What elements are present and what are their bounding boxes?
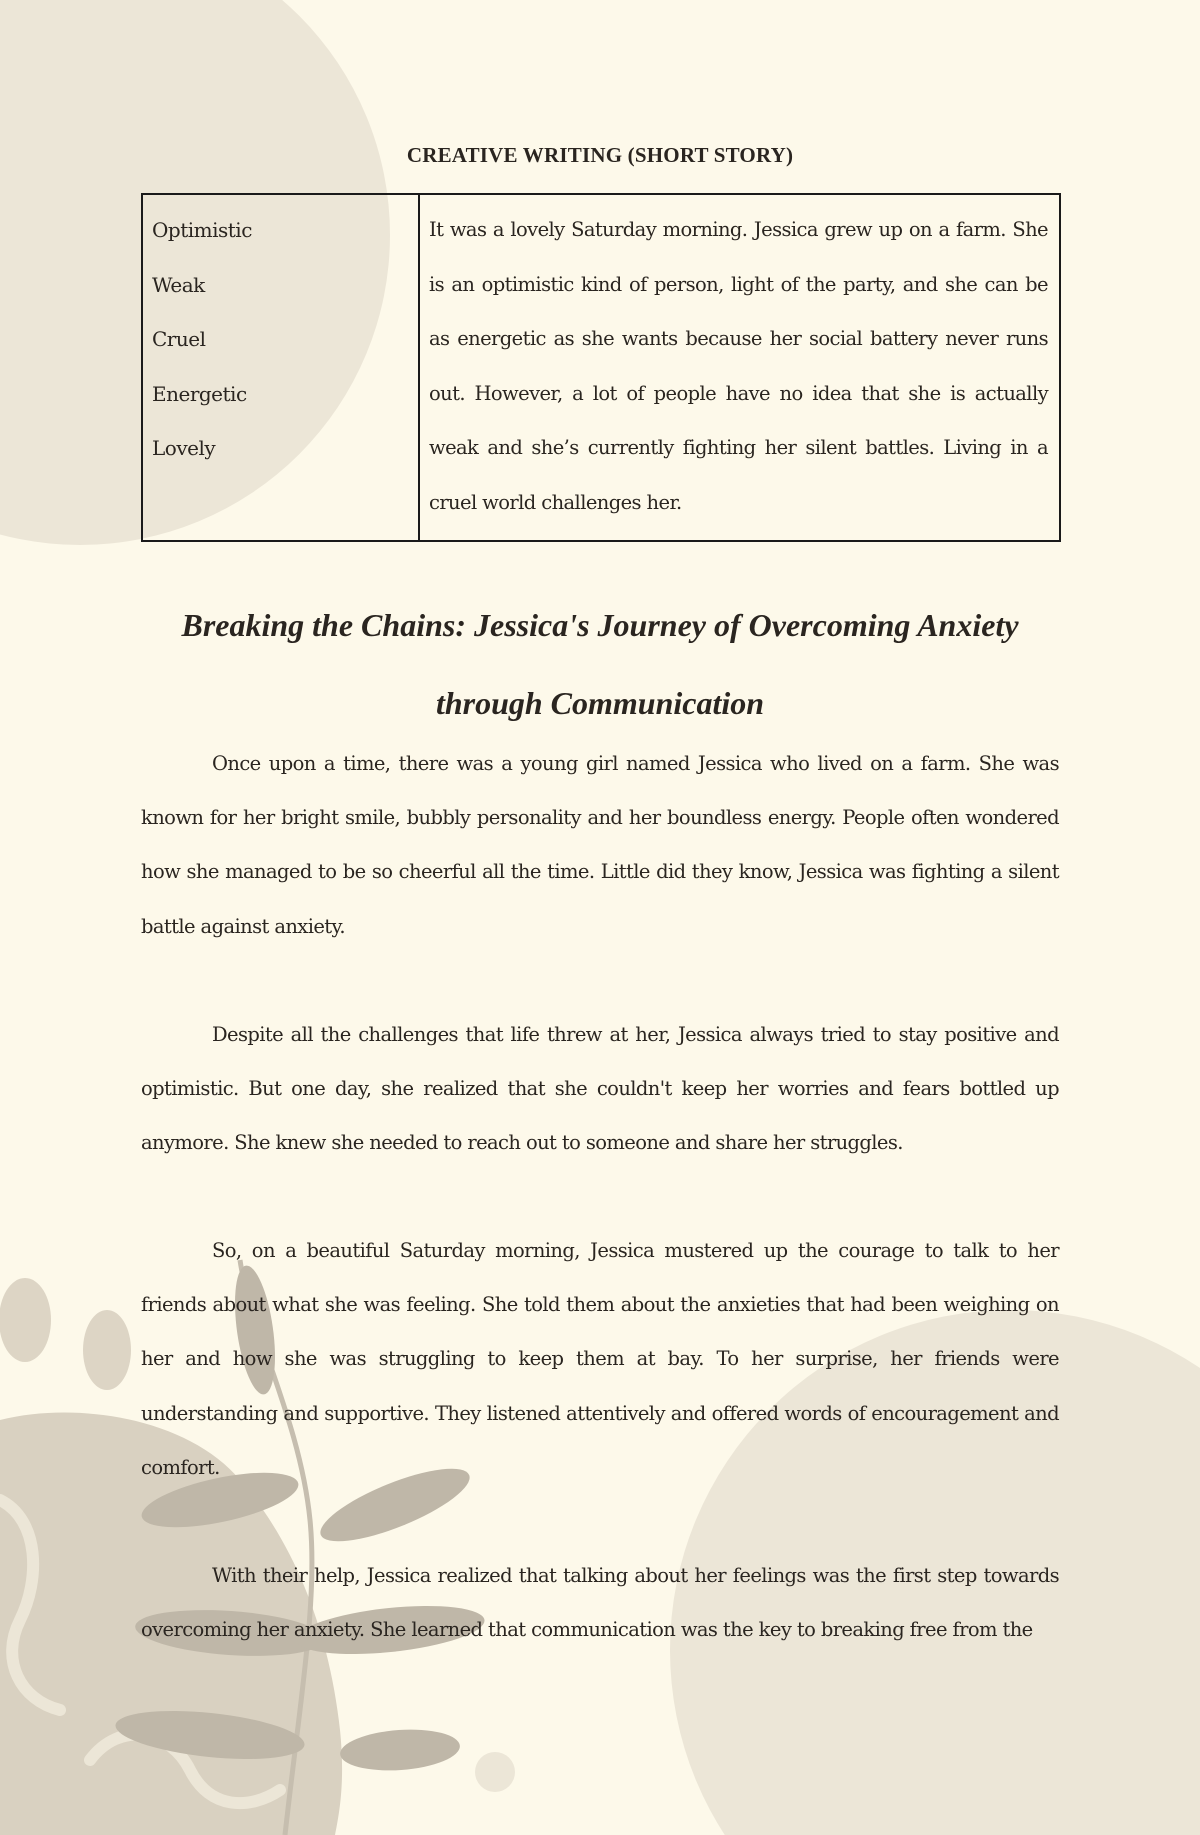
intro-paragraph: It was a lovely Saturday morning. Jessica grew up on a farm. She is an optimistic kind of person, light of the party, and she can be as energetic as she wants because her social battery never runs out. However, a lot of people have no idea that she is actually weak and she’s currently fighting her silent battles. Living in a cruel world challenges her. [429, 218, 1048, 514]
intro-paragraph-cell [419, 194, 1060, 541]
story-title: Breaking the Chains: Jessica's Journey of Overcoming Anxiety through Communication [181, 607, 1019, 721]
story-paragraph-2: Despite all the challenges that life threw at her, Jessica always tried to stay positive and optimistic. But one day, she realized that she couldn't keep her worries and fears bottled up anymore. She knew she needed to reach out to someone and share her struggles. [141, 1023, 1059, 1155]
word-item: Energetic [152, 381, 247, 406]
word-item: Cruel [152, 327, 206, 351]
word-list-table [141, 193, 1061, 542]
word-list-cell [142, 194, 419, 541]
story-paragraph-4: With their help, Jessica realized that talking about her feelings was the first step towards overcoming her anxiety. She learned that communication was the key to breaking free from the [141, 1564, 1059, 1642]
story-paragraph-1: Once upon a time, there was a young girl named Jessica who lived on a farm. She was known for her bright smile, bubbly personality and her boundless energy. People often wondered how she managed to be so cheerful all the time. Little did they know, Jessica was fighting a silent battle against anxiety. [141, 752, 1059, 938]
word-item: Weak [152, 272, 205, 297]
word-item: Optimistic [152, 218, 252, 242]
document-heading: CREATIVE WRITING (SHORT STORY) [406, 143, 794, 167]
word-item: Lovely [152, 436, 216, 460]
story-paragraph-3: So, on a beautiful Saturday morning, Jessica mustered up the courage to talk to her friends about what she was feeling. She told them about the anxieties that had been weighing on her and how she was struggling to keep them at bay. To her surprise, her friends were understanding and supportive. They listened attentively and offered words of encouragement and comfort. [141, 1239, 1059, 1479]
